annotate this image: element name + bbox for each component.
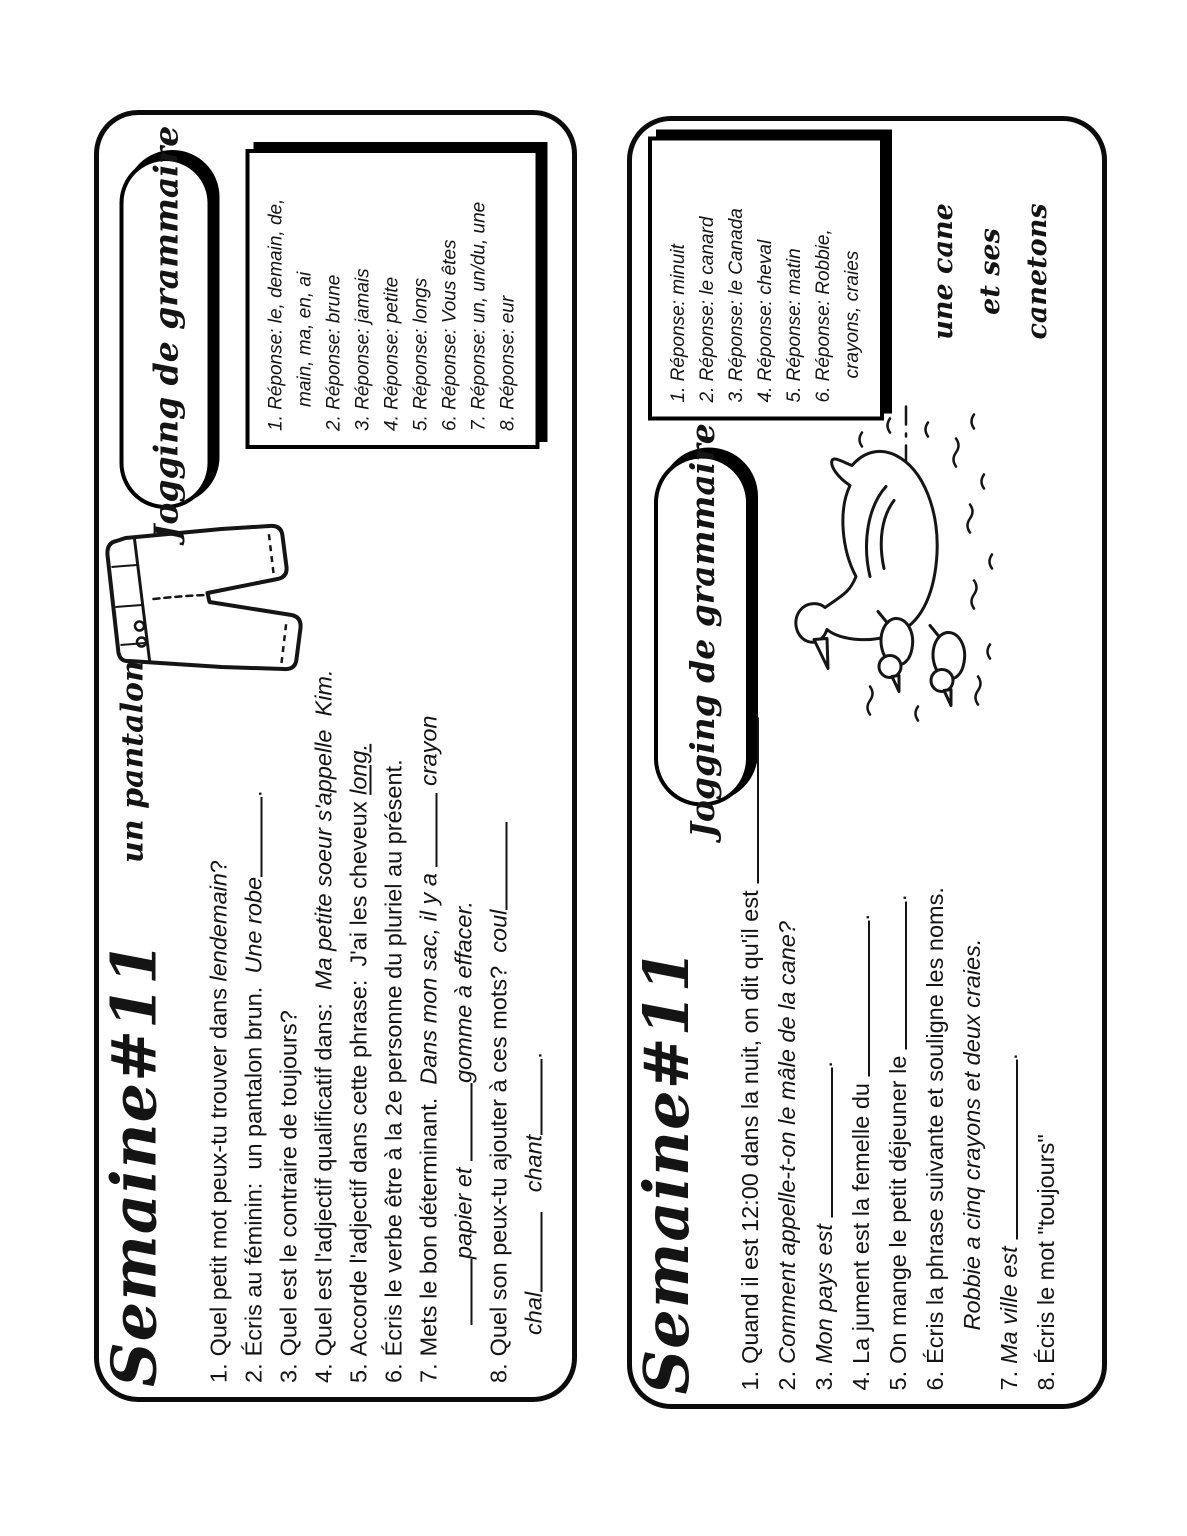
question-number: 2. (240, 1363, 266, 1383)
question-number: 3. (811, 1370, 837, 1390)
question-text: La jument est la femelle du (848, 1076, 874, 1364)
question-text: . (737, 710, 763, 718)
question-text: Quel son peux-tu ajouter à ces mots? (485, 952, 511, 1357)
question-line (306, 669, 341, 1383)
question-text: Écris le verbe être à la 2e personne du pluriel au présent. (380, 759, 406, 1357)
question-text: Mets le bon déterminant. (415, 1084, 441, 1357)
question-text: Écris au féminin: un pantalon brun. (240, 973, 266, 1357)
question-line (201, 669, 236, 1383)
fill-in-blank (518, 1059, 542, 1135)
question-text: . (811, 1060, 837, 1068)
question-line (341, 669, 376, 1383)
question-line (271, 669, 306, 1383)
badge-label: Jogging de grammaire (682, 422, 722, 838)
answer-item: 1. Réponse: le, demain, de, main, ma, en, ai (265, 198, 315, 431)
rotated-content-1 (99, 115, 572, 1397)
question-text: On mange le petit déjeuner le (885, 1048, 911, 1364)
question-line (236, 669, 271, 1383)
answer-item: 6. Réponse: Vous êtes (439, 239, 460, 431)
answer-item: 3. Réponse: le Canada (726, 207, 747, 402)
question-text: . (520, 1052, 546, 1059)
ducks-caption-line: une cane (928, 202, 959, 340)
question-text: lendemain (205, 873, 231, 982)
question-line (991, 711, 1028, 1390)
fill-in-blank (883, 901, 907, 1049)
question-text: crayon (415, 715, 441, 793)
question-text (520, 1192, 546, 1212)
question-text: papier et (450, 1161, 476, 1259)
question-number: 5. (345, 1363, 371, 1383)
question-text: Écris la phrase suivante et souligne les noms. (922, 886, 948, 1364)
question-text: Dans mon sac, il y a (415, 866, 441, 1085)
question-number: 4. (848, 1370, 874, 1390)
question-line (732, 711, 769, 1390)
question-text: . (240, 790, 266, 797)
pants-illustration (101, 523, 311, 675)
question-number: 7. (415, 1363, 441, 1383)
answer-item: 4. Réponse: cheval (755, 239, 776, 402)
question-line (1028, 711, 1065, 1390)
question-number: 6. (380, 1363, 406, 1383)
question-text: Ma petite soeur s'appelle Kim. (310, 669, 336, 991)
question-line (843, 711, 880, 1390)
question-line (516, 669, 551, 1383)
question-text: Quel petit mot peux-tu trouver dans (205, 981, 231, 1357)
fill-in-blank (518, 1212, 542, 1292)
question-line (376, 669, 411, 1383)
question-text: la cane (774, 933, 800, 1010)
answer-item: 2. Réponse: brune (323, 274, 344, 431)
fill-in-blank (994, 1059, 1018, 1239)
worksheet-panel-1 (94, 110, 577, 1402)
fill-in-blank (809, 1067, 833, 1217)
question-text: Quand il est 12:00 dans la nuit, on dit qu'il est (737, 883, 763, 1364)
question-text: Ma ville est (996, 1239, 1022, 1364)
fill-in-blank (448, 1083, 472, 1161)
question-line (917, 711, 954, 1390)
question-number: 8. (1033, 1370, 1059, 1390)
question-line (411, 669, 446, 1383)
grammar-jogging-badge (119, 125, 211, 541)
worksheet-panel-2 (627, 116, 1107, 1409)
questions-list (201, 669, 551, 1383)
question-text: . (848, 913, 874, 920)
ducks-illustration (778, 398, 1006, 728)
question-number: 5. (885, 1370, 911, 1390)
question-text: coul (485, 909, 511, 953)
answer-item: 5. Réponse: longs (410, 277, 431, 431)
question-number: 3. (275, 1363, 301, 1383)
answer-item: 5. Réponse: matin (784, 247, 805, 402)
question-text: chant (520, 1134, 546, 1193)
question-text: . (996, 1052, 1022, 1060)
question-text: long. (345, 743, 371, 795)
question-text: chal (520, 1291, 546, 1335)
question-number: 2. (774, 1370, 800, 1390)
question-line (806, 711, 843, 1390)
answer-item: 3. Réponse: jamais (352, 268, 373, 431)
fill-in-blank (735, 717, 759, 883)
question-line (880, 711, 917, 1390)
question-text: ? (205, 859, 231, 874)
question-text: Écris le mot "toujours" (1033, 1133, 1059, 1364)
fill-in-blank (413, 793, 437, 867)
question-number: 8. (485, 1363, 511, 1383)
ducks-caption-line: et ses (975, 227, 1006, 315)
question-text: Accorde l'adjectif dans cette phrase: J'ai les cheveux (345, 794, 371, 1357)
question-text: Robbie a cinq crayons et deux craies. (959, 938, 985, 1330)
panel-title: Semaine#11 (630, 947, 703, 1394)
rotated-content-2 (632, 121, 1102, 1404)
question-number: 7. (996, 1370, 1022, 1390)
badge-label: Jogging de grammaire (145, 125, 185, 541)
answer-item: 6. Réponse: Robbie, crayons, craies (813, 228, 863, 402)
fill-in-blank (846, 920, 870, 1076)
question-number: 6. (922, 1370, 948, 1390)
question-line (446, 669, 481, 1383)
pants-caption: un pantalon (115, 660, 150, 863)
question-text: . (885, 894, 911, 901)
question-number: 1. (205, 1363, 231, 1383)
question-text: Quel est le contraire de toujours? (275, 1010, 301, 1357)
fill-in-blank (448, 1259, 472, 1325)
answers-box (245, 149, 539, 449)
question-number: 4. (310, 1363, 336, 1383)
question-line (769, 711, 806, 1390)
fill-in-blank (483, 822, 507, 910)
answers-box (648, 136, 884, 420)
question-text: Une robe (240, 876, 266, 974)
question-text: ? (774, 920, 800, 934)
ducks-caption (920, 176, 1061, 366)
answer-item: 1. Réponse: minuit (668, 243, 689, 402)
question-text: Quel est l'adjectif qualificatif dans: (310, 990, 336, 1357)
answer-item: 7. Réponse: un, un/du, une (468, 201, 489, 431)
question-text: Comment appelle-t-on le mâle de (774, 1009, 800, 1364)
answer-item: 4. Réponse: petite (381, 276, 402, 431)
question-text: Mon pays est (811, 1217, 837, 1364)
ducks-caption-line: canetons (1022, 202, 1053, 340)
question-text: gomme à effacer. (450, 901, 476, 1084)
questions-list (732, 711, 1065, 1390)
answer-item: 8. Réponse: eur (497, 295, 518, 431)
question-line (481, 669, 516, 1383)
question-number: 1. (737, 1370, 763, 1390)
answer-item: 2. Réponse: le canard (697, 216, 718, 402)
question-line (954, 711, 991, 1390)
fill-in-blank (238, 797, 262, 877)
panel-title: Semaine#11 (97, 940, 170, 1387)
